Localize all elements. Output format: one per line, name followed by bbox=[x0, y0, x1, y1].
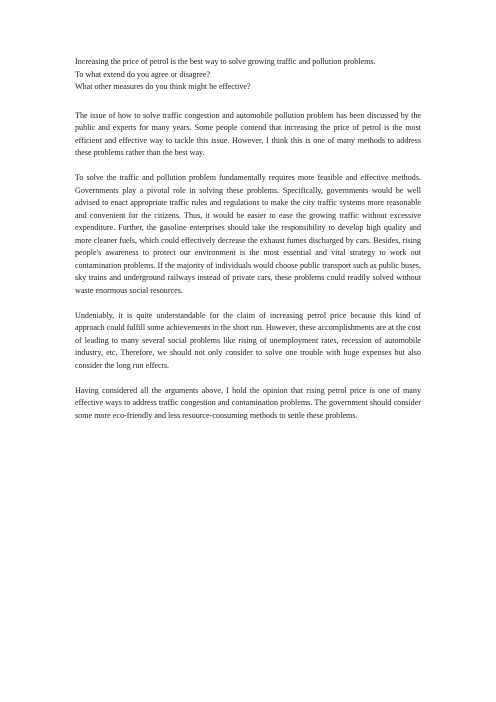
essay-prompt bbox=[75, 56, 421, 94]
essay-paragraph-counterargument: Undeniably, it is quite understandable for the claim of increasing petrol price because this kind of approach could fulfill some achievements in the short run. However, these accomplishments are at the cost of leading to many several social problems like rising of unemployment rates, recession of automobile industry, etc. Therefore, we should not only consider to solve one trouble with huge expenses but also consider the long run effects. bbox=[75, 310, 421, 370]
prompt-line-statement: Increasing the price of petrol is the best way to solve growing traffic and pollution problems. bbox=[75, 57, 376, 66]
essay-paragraph-introduction: The issue of how to solve traffic congestion and automobile pollution problem has been discussed by the public and experts for many years. Some people contend that increasing the price of petrol is the most efficient and effective way to tackle this issue. However, I think this is one of many methods to address these problems rather than the best way. bbox=[75, 110, 421, 157]
essay-body bbox=[75, 110, 421, 423]
essay-paragraph-conclusion: Having considered all the arguments above, I hold the opinion that rising petrol price is one of many effective ways to address traffic congestion and contamination problems. The government should consider some more eco-friendly and less resource-consuming methods to settle these problems. bbox=[75, 385, 421, 420]
prompt-line-question-1: To what extend do you agree or disagree? bbox=[75, 69, 210, 79]
prompt-line-question-2: What other measures do you think might be effective? bbox=[75, 82, 251, 91]
essay-paragraph-solutions: To solve the traffic and pollution problem fundamentally requires more feasible and effective methods. Governments play a pivotal role in solving these problems. Specifically, governments would be well advised to enact appropriate traffic rules and regulations to make the city traffic systems more reasonable and convenient for the citizens. Thus, it would be easier to ease the growing traffic without excessive expenditure. Further, the gasoline enterprises should take the responsibility to develop high quality and more cleaner fuels, which could effectively decrease the exhaust fumes discharged by cars. Besides, rising people's awareness to protect our environment is the most essential and vital strategy to work out contamination problems. If the majority of individuals would choose public transport such as public buses, sky trains and underground railways instead of private cars, these problems could readily solved without waste enormous social resources. bbox=[75, 173, 421, 295]
document-content bbox=[75, 56, 421, 435]
